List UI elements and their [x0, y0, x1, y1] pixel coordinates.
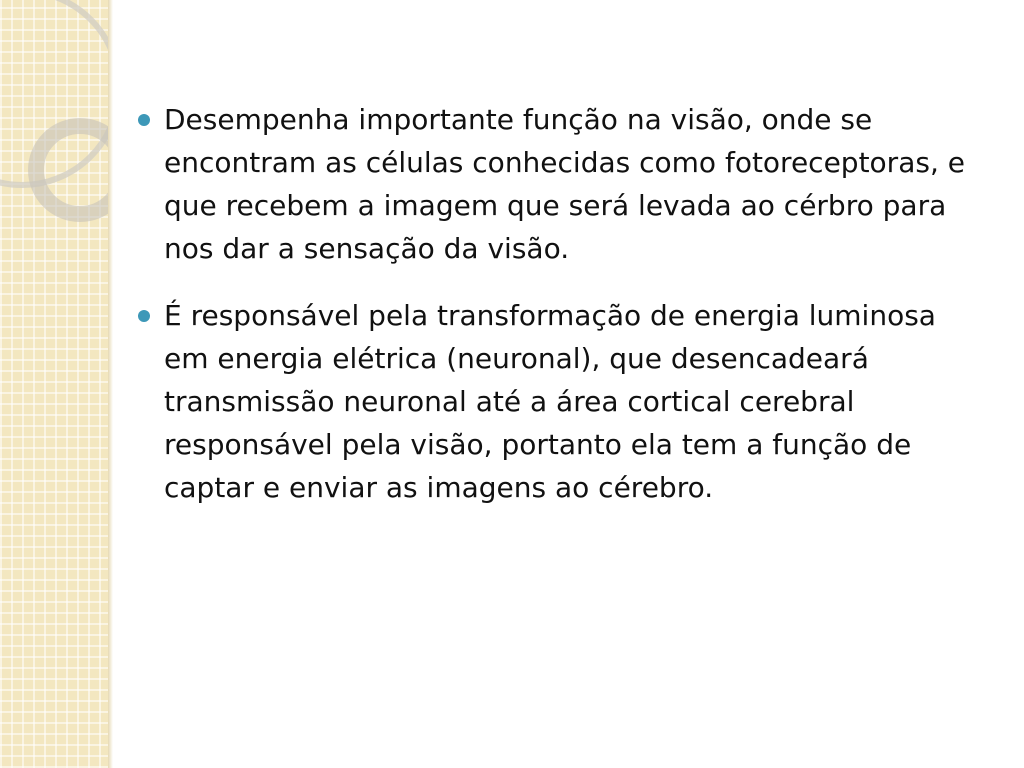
bullet-item	[132, 294, 972, 509]
side-panel-edge	[108, 0, 113, 768]
bullet-icon	[138, 114, 150, 126]
bullet-text: É responsável pela transformação de energia luminosa em energia elétrica (neuronal), que desencadeará transmissão neuronal até a área cortical cerebral responsável pela visão, portanto ela tem a função de captar e enviar as imagens ao cérebro.	[164, 299, 936, 504]
bullet-item	[132, 98, 972, 270]
slide-content	[132, 98, 972, 533]
bullet-icon	[138, 310, 150, 322]
decorative-side-panel	[0, 0, 112, 768]
bullet-list	[132, 98, 972, 509]
bullet-text: Desempenha importante função na visão, onde se encontram as células conhecidas como fotoreceptoras, e que recebem a imagem que será levada ao cérbro para nos dar a sensação da visão.	[164, 103, 965, 265]
